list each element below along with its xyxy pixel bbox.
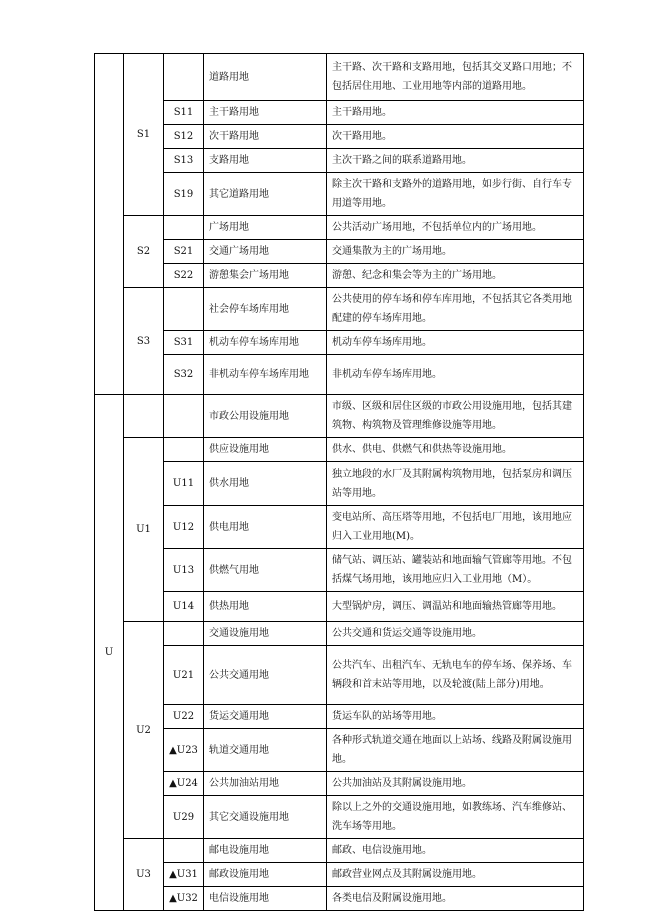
- land-use-name: 其它道路用地: [204, 173, 327, 216]
- sub-class-cell: S32: [164, 355, 204, 395]
- land-use-name: 交通设施用地: [204, 622, 327, 646]
- land-use-description: 储气站、调压站、罐装站和地面输气管廊等用地。不包括煤气场用地，该用地应归入工业用地（M）。: [327, 549, 584, 592]
- mid-class-cell: S3: [124, 288, 164, 395]
- land-use-description: 市级、区级和居住区级的市政公用设施用地，包括其建筑物、构筑物及管理维修设施等用地。: [327, 395, 584, 438]
- land-use-name: 轨道交通用地: [204, 729, 327, 772]
- table-row: [95, 264, 584, 288]
- land-use-description: 邮政、电信设施用地。: [327, 839, 584, 863]
- sub-class-cell: S11: [164, 101, 204, 125]
- sub-class-cell: U11: [164, 462, 204, 506]
- table-row: [95, 438, 584, 462]
- table-row: [95, 395, 584, 438]
- land-use-description: 公共加油站及其附属设施用地。: [327, 772, 584, 796]
- land-use-name: 机动车停车场库用地: [204, 331, 327, 355]
- land-use-description: 非机动车停车场库用地。: [327, 355, 584, 395]
- mid-class-cell: [124, 395, 164, 438]
- land-use-description: 交通集散为主的广场用地。: [327, 240, 584, 264]
- table-row: [95, 125, 584, 149]
- major-class-cell: [95, 54, 124, 395]
- table-row: [95, 549, 584, 592]
- table-row: [95, 101, 584, 125]
- land-use-description: 各类电信及附属设施用地。: [327, 887, 584, 911]
- table-row: [95, 622, 584, 646]
- land-use-description: 货运车队的站场等用地。: [327, 705, 584, 729]
- sub-class-cell: U29: [164, 796, 204, 839]
- land-use-description: 机动车停车场库用地。: [327, 331, 584, 355]
- sub-class-cell: S22: [164, 264, 204, 288]
- sub-class-cell: U13: [164, 549, 204, 592]
- sub-class-cell: [164, 216, 204, 240]
- land-use-name: 邮政设施用地: [204, 863, 327, 887]
- sub-class-cell: [164, 622, 204, 646]
- sub-class-cell: U21: [164, 646, 204, 705]
- land-use-name: 道路用地: [204, 54, 327, 101]
- land-use-description: 除以上之外的交通设施用地，如教练场、汽车维修站、洗车场等用地。: [327, 796, 584, 839]
- table-row: [95, 462, 584, 506]
- sub-class-cell: S21: [164, 240, 204, 264]
- land-use-description: 变电站所、高压塔等用地，不包括电厂用地，该用地应归入工业用地(M)。: [327, 506, 584, 549]
- sub-class-cell: S31: [164, 331, 204, 355]
- table-row: [95, 796, 584, 839]
- sub-class-cell: S12: [164, 125, 204, 149]
- land-use-name: 供应设施用地: [204, 438, 327, 462]
- land-use-description: 公共使用的停车场和停车库用地，不包括其它各类用地配建的停车场库用地。: [327, 288, 584, 331]
- land-use-name: 电信设施用地: [204, 887, 327, 911]
- land-use-description: 供水、供电、供燃气和供热等设施用地。: [327, 438, 584, 462]
- table-row: [95, 288, 584, 331]
- land-use-description: 公共活动广场用地，不包括单位内的广场用地。: [327, 216, 584, 240]
- sub-class-cell: S13: [164, 149, 204, 173]
- land-use-description: 公共汽车、出租汽车、无轨电车的停车场、保养场、车辆段和首末站等用地，以及轮渡(陆上部分)用地。: [327, 646, 584, 705]
- land-use-description: 次干路用地。: [327, 125, 584, 149]
- land-use-name: 其它交通设施用地: [204, 796, 327, 839]
- land-use-name: 供电用地: [204, 506, 327, 549]
- sub-class-cell: [164, 54, 204, 101]
- table-row: [95, 592, 584, 622]
- land-use-name: 市政公用设施用地: [204, 395, 327, 438]
- land-use-name: 广场用地: [204, 216, 327, 240]
- major-class-cell: U: [95, 395, 124, 911]
- land-use-description: 主干路、次干路和支路用地，包括其交叉路口用地；不包括居住用地、工业用地等内部的道路用地。: [327, 54, 584, 101]
- sub-class-cell: U12: [164, 506, 204, 549]
- land-use-name: 供热用地: [204, 592, 327, 622]
- land-use-description: 游憩、纪念和集会等为主的广场用地。: [327, 264, 584, 288]
- table-row: [95, 839, 584, 863]
- mid-class-cell: S2: [124, 216, 164, 288]
- land-use-name: 次干路用地: [204, 125, 327, 149]
- land-use-description: 除主次干路和支路外的道路用地，如步行街、自行车专用道等用地。: [327, 173, 584, 216]
- land-use-name: 非机动车停车场库用地: [204, 355, 327, 395]
- land-use-description: 公共交通和货运交通等设施用地。: [327, 622, 584, 646]
- mid-class-cell: S1: [124, 54, 164, 216]
- table-row: [95, 331, 584, 355]
- sub-class-cell: [164, 438, 204, 462]
- table-row: [95, 216, 584, 240]
- table-row: [95, 887, 584, 911]
- table-row: [95, 240, 584, 264]
- land-use-name: 社会停车场库用地: [204, 288, 327, 331]
- land-use-name: 游憩集会广场用地: [204, 264, 327, 288]
- land-use-name: 货运交通用地: [204, 705, 327, 729]
- table-row: [95, 173, 584, 216]
- land-use-name: 主干路用地: [204, 101, 327, 125]
- table-row: [95, 506, 584, 549]
- land-use-name: 邮电设施用地: [204, 839, 327, 863]
- sub-class-cell: ▲U23: [164, 729, 204, 772]
- land-use-name: 供水用地: [204, 462, 327, 506]
- mid-class-cell: U1: [124, 438, 164, 622]
- land-use-name: 交通广场用地: [204, 240, 327, 264]
- sub-class-cell: U22: [164, 705, 204, 729]
- land-use-name: 公共交通用地: [204, 646, 327, 705]
- sub-class-cell: [164, 395, 204, 438]
- table-row: [95, 729, 584, 772]
- sub-class-cell: U14: [164, 592, 204, 622]
- mid-class-cell: U3: [124, 839, 164, 911]
- land-use-name: 支路用地: [204, 149, 327, 173]
- land-use-description: 各种形式轨道交通在地面以上站场、线路及附属设施用地。: [327, 729, 584, 772]
- table-row: [95, 149, 584, 173]
- land-use-description: 邮政营业网点及其附属设施用地。: [327, 863, 584, 887]
- land-use-name: 公共加油站用地: [204, 772, 327, 796]
- land-use-description: 主次干路之间的联系道路用地。: [327, 149, 584, 173]
- sub-class-cell: ▲U24: [164, 772, 204, 796]
- sub-class-cell: [164, 839, 204, 863]
- table-row: [95, 772, 584, 796]
- table-row: [95, 705, 584, 729]
- sub-class-cell: ▲U32: [164, 887, 204, 911]
- land-use-name: 供燃气用地: [204, 549, 327, 592]
- sub-class-cell: S19: [164, 173, 204, 216]
- table-row: [95, 646, 584, 705]
- sub-class-cell: ▲U31: [164, 863, 204, 887]
- land-use-description: 大型锅炉房，调压、调温站和地面输热管廊等用地。: [327, 592, 584, 622]
- land-use-description: 主干路用地。: [327, 101, 584, 125]
- table-row: [95, 54, 584, 101]
- mid-class-cell: U2: [124, 622, 164, 839]
- land-use-description: 独立地段的水厂及其附属构筑物用地，包括泵房和调压站等用地。: [327, 462, 584, 506]
- table-row: [95, 355, 584, 395]
- sub-class-cell: [164, 288, 204, 331]
- table-row: [95, 863, 584, 887]
- land-use-classification-table: [94, 53, 584, 911]
